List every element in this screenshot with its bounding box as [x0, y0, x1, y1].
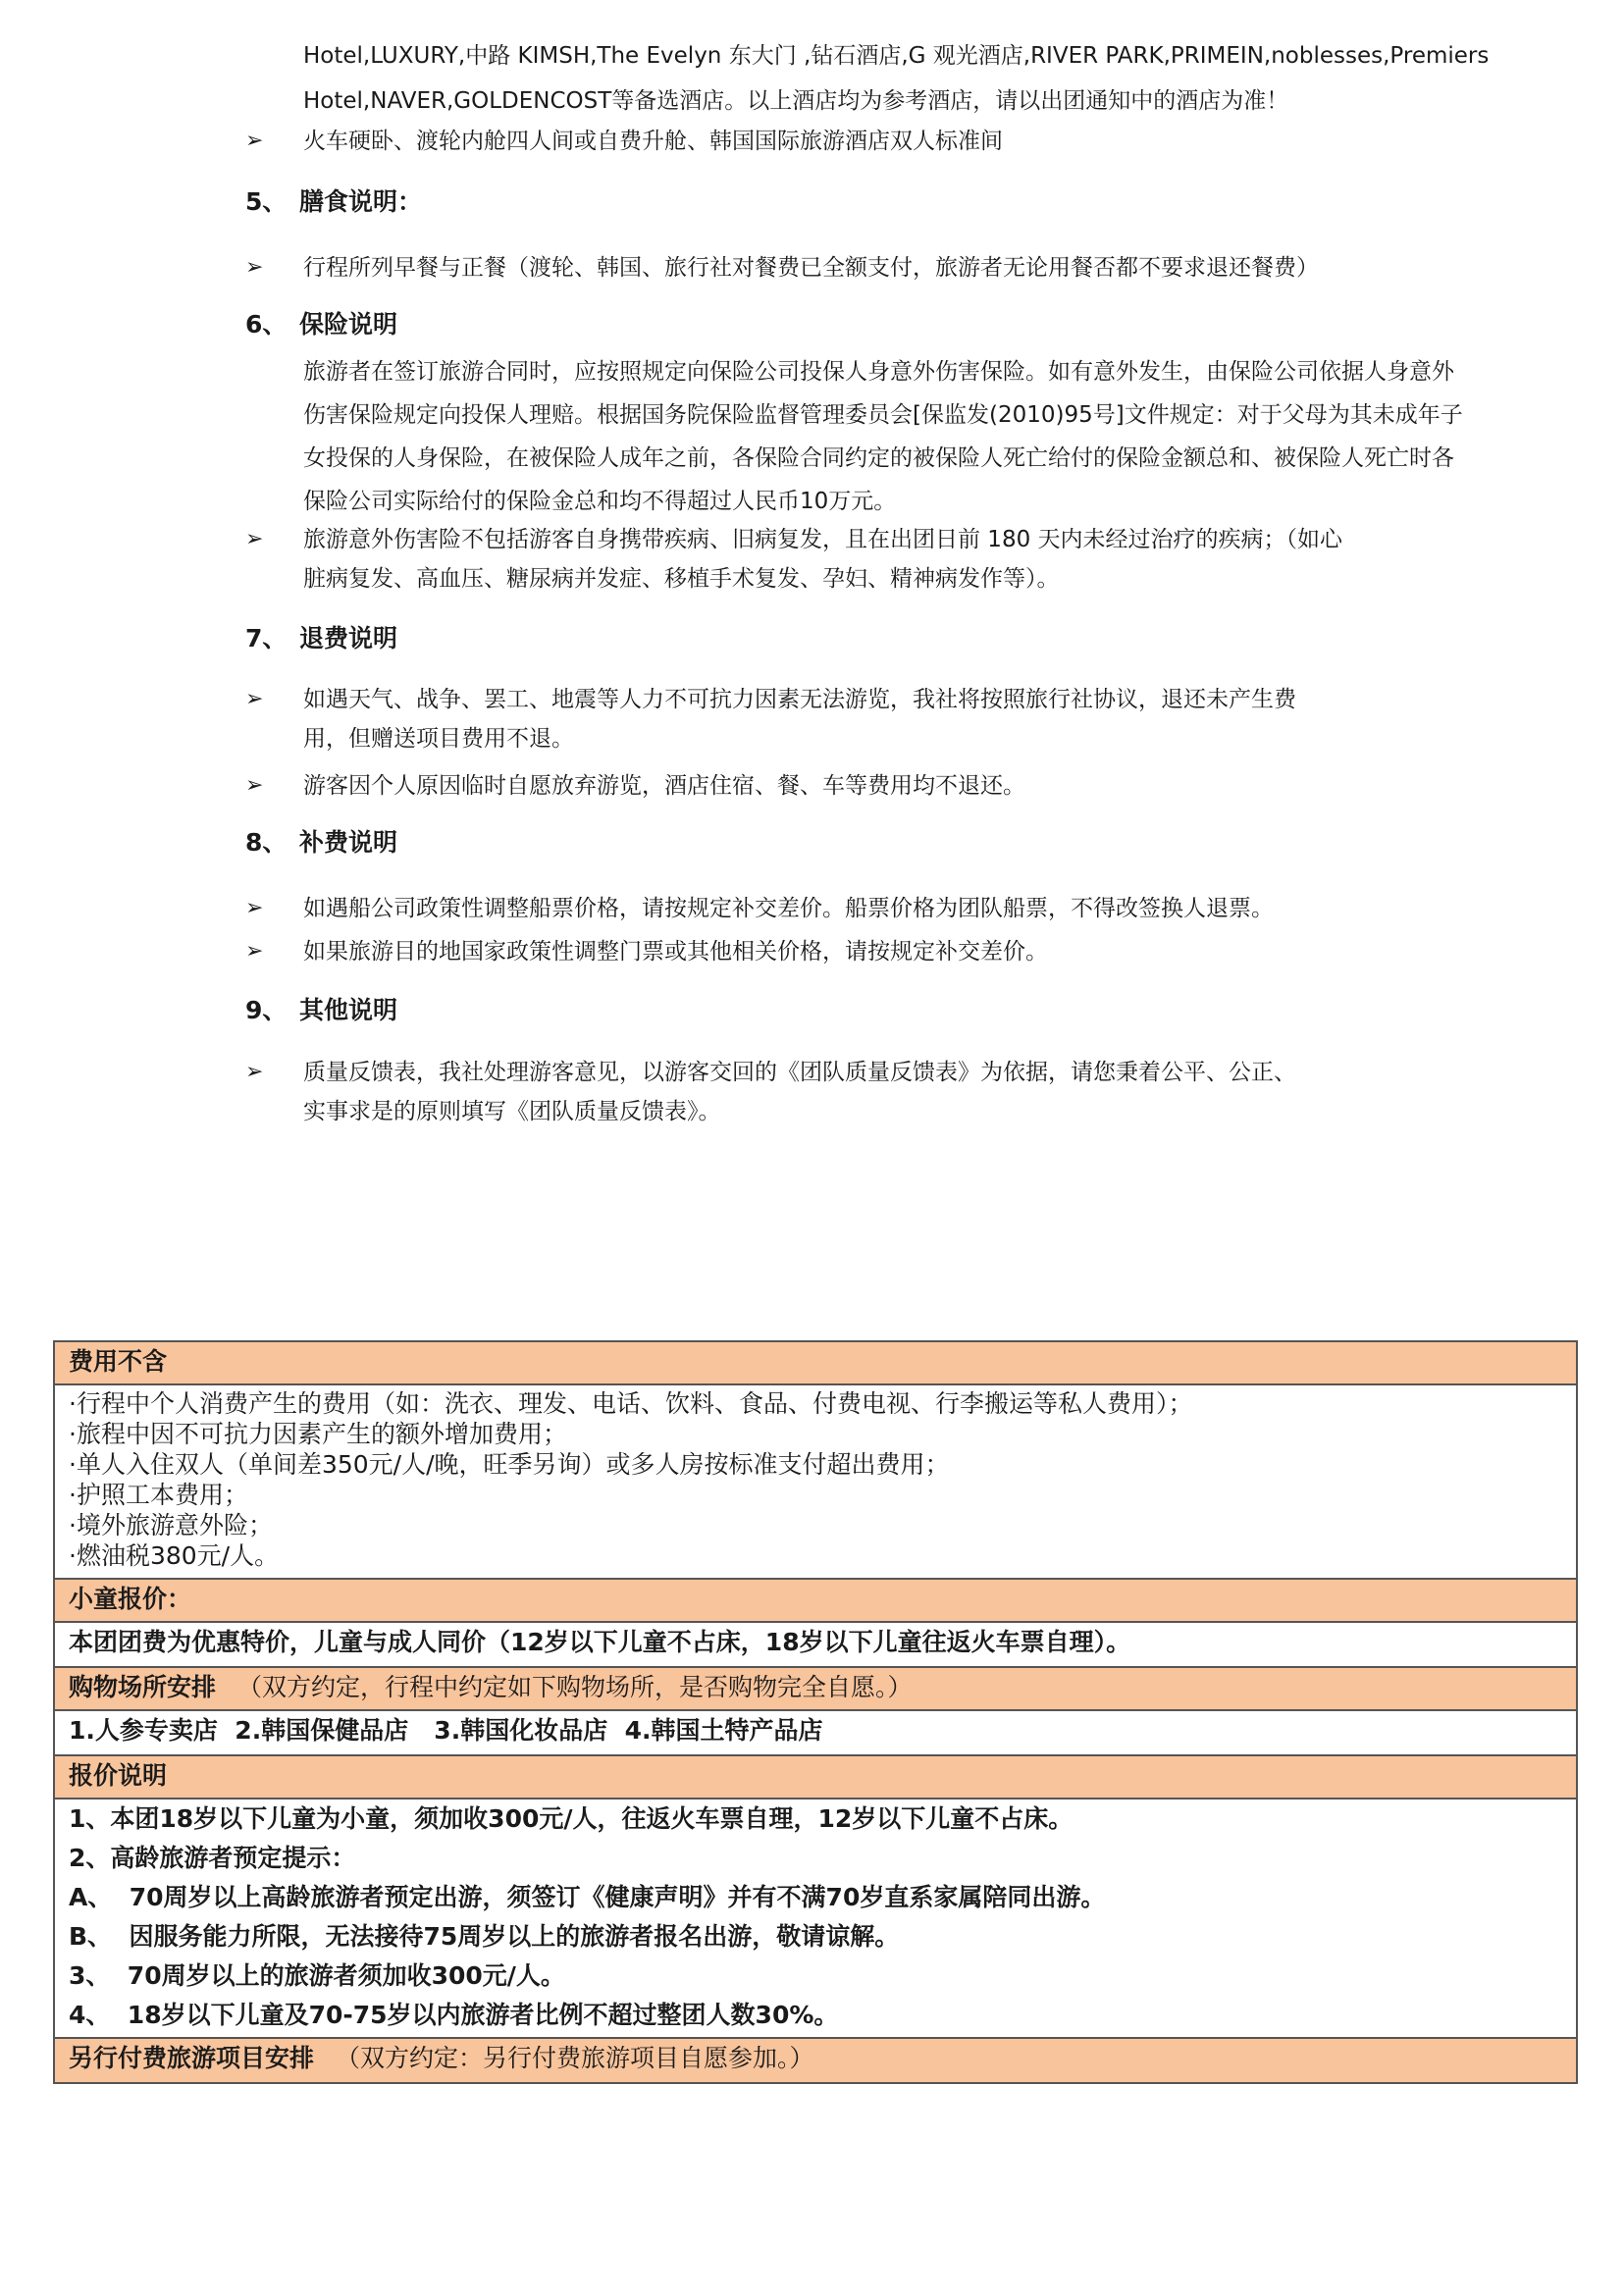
section-6-heading: [245, 309, 397, 340]
excluded-item: ·旅程中因不可抗力因素产生的额外增加费用；: [69, 1420, 567, 1448]
bullet-arrow-icon: ➢: [245, 1060, 264, 1084]
accommodation-bullet: 火车硬卧、渡轮内舱四人间或自费升舱、韩国国际旅游酒店双人标准间: [303, 129, 1003, 154]
section-title: 补费说明: [299, 828, 398, 857]
hotel-list-line-1: Hotel,LUXURY,中路 KIMSH,The Evelyn 东大门 ,钻石酒店,G 观光酒店,RIVER PARK,PRIMEIN,noblesses,Premiers: [303, 43, 1490, 69]
bullet-arrow-icon: ➢: [245, 527, 264, 551]
refund-bullet-line: 用，但赠送项目费用不退。: [303, 726, 574, 752]
insurance-paragraph-line: 女投保的人身保险，在被保险人成年之前，各保险合同约定的被保险人死亡给付的保险金额总和、被保险人死亡时各: [303, 445, 1454, 471]
bullet-arrow-icon: ➢: [245, 129, 264, 153]
price-note-item: 1、本团18岁以下儿童为小童，须加收300元/人，往返火车票自理，12岁以下儿童不占床。: [69, 1804, 1074, 1833]
bullet-arrow-icon: ➢: [245, 896, 264, 920]
section-title: 其他说明: [299, 996, 398, 1024]
insurance-paragraph-line: 伤害保险规定向投保人理赔。根据国务院保险监督管理委员会[保监发(2010)95号]文件规定：对于父母为其未成年子: [303, 402, 1463, 428]
section-title: 保险说明: [299, 310, 398, 339]
section-5-heading: [245, 186, 422, 218]
other-bullet-line: 实事求是的原则填写《团队质量反馈表》。: [303, 1099, 721, 1124]
fee-table: [53, 1340, 1578, 2084]
section-number: 8、: [245, 828, 288, 857]
insurance-bullet-line: 旅游意外伤害险不包括游客自身携带疾病、旧病复发，且在出团日前 180 天内未经过治疗的疾病；（如心: [303, 527, 1343, 552]
section-8-heading: [245, 827, 397, 859]
surcharge-bullet: 如果旅游目的地国家政策性调整门票或其他相关价格，请按规定补交差价。: [303, 939, 1048, 965]
insurance-paragraph-line: 旅游者在签订旅游合同时，应按照规定向保险公司投保人身意外伤害保险。如有意外发生，由保险公司依据人身意外: [303, 359, 1454, 385]
refund-bullet-line: 游客因个人原因临时自愿放弃游览，酒店住宿、餐、车等费用均不退还。: [303, 773, 1025, 799]
bullet-arrow-icon: ➢: [245, 687, 264, 711]
excluded-header: 费用不含: [55, 1342, 1576, 1385]
section-title: 膳食说明：: [299, 187, 423, 216]
section-number: 5、: [245, 187, 288, 216]
surcharge-bullet: 如遇船公司政策性调整船票价格，请按规定补交差价。船票价格为团队船票，不得改签换人退票。: [303, 896, 1274, 921]
optional-tours-header: [55, 2039, 1576, 2082]
refund-bullet-line: 如遇天气、战争、罢工、地震等人力不可抗力因素无法游览，我社将按照旅行社协议，退还未产生费: [303, 687, 1296, 712]
section-number: 6、: [245, 310, 288, 339]
hotel-list-line-2: Hotel,NAVER,GOLDENCOST等备选酒店。以上酒店均为参考酒店，请以出团通知中的酒店为准！: [303, 88, 1289, 114]
section-9-heading: [245, 995, 397, 1026]
price-note-item: B、 因服务能力所限，无法接待75周岁以上的旅游者报名出游，敬请谅解。: [69, 1922, 900, 1951]
insurance-paragraph-line: 保险公司实际给付的保险金总和均不得超过人民币10万元。: [303, 489, 897, 514]
price-note-item: A、 70周岁以上高龄旅游者预定出游，须签订《健康声明》并有不满70岁直系家属陪同出游。: [69, 1883, 1106, 1911]
shopping-header-note: （双方约定，行程中约定如下购物场所，是否购物完全自愿。）: [237, 1673, 913, 1701]
optional-tours-note: （双方约定：另行付费旅游项目自愿参加。）: [336, 2044, 814, 2072]
excluded-item: ·境外旅游意外险；: [69, 1511, 273, 1539]
price-notes: [55, 1799, 1576, 2039]
section-number: 7、: [245, 624, 288, 652]
section-7-heading: [245, 623, 397, 654]
bullet-arrow-icon: ➢: [245, 773, 264, 798]
insurance-bullet-line: 脏病复发、高血压、糖尿病并发症、移植手术复发、孕妇、精神病发作等）。: [303, 566, 1060, 592]
child-price-text: 本团团费为优惠特价，儿童与成人同价（12岁以下儿童不占床，18岁以下儿童往返火车票自理）。: [55, 1623, 1576, 1668]
shopping-header-title: 购物场所安排: [69, 1673, 217, 1701]
bullet-arrow-icon: ➢: [245, 939, 264, 964]
optional-tours-title: 另行付费旅游项目安排: [69, 2044, 315, 2072]
child-price-header: 小童报价：: [55, 1580, 1576, 1623]
price-note-item: 4、 18岁以下儿童及70-75岁以内旅游者比例不超过整团人数30%。: [69, 2001, 839, 2029]
excluded-item: ·护照工本费用；: [69, 1481, 248, 1509]
excluded-items: [55, 1385, 1576, 1580]
section-title: 退费说明: [299, 624, 398, 652]
section-number: 9、: [245, 996, 288, 1024]
bullet-arrow-icon: ➢: [245, 255, 264, 280]
excluded-item: ·行程中个人消费产生的费用（如：洗衣、理发、电话、饮料、食品、付费电视、行李搬运等私人费用）；: [69, 1389, 1193, 1418]
other-bullet-line: 质量反馈表，我社处理游客意见，以游客交回的《团队质量反馈表》为依据，请您秉着公平、公正、: [303, 1060, 1296, 1085]
shopping-list: 1.人参专卖店 2.韩国保健品店 3.韩国化妆品店 4.韩国土特产品店: [55, 1711, 1576, 1756]
shopping-header: [55, 1668, 1576, 1711]
excluded-item: ·单人入住双人（单间差350元/人/晚，旺季另询）或多人房按标准支付超出费用；: [69, 1450, 950, 1479]
meal-bullet: 行程所列早餐与正餐（渡轮、韩国、旅行社对餐费已全额支付，旅游者无论用餐否都不要求退还餐费）: [303, 255, 1319, 281]
excluded-item: ·燃油税380元/人。: [69, 1541, 280, 1570]
price-note-item: 3、 70周岁以上的旅游者须加收300元/人。: [69, 1961, 565, 1990]
price-note-item: 2、高龄旅游者预定提示：: [69, 1844, 356, 1872]
price-notes-header: 报价说明: [55, 1756, 1576, 1799]
